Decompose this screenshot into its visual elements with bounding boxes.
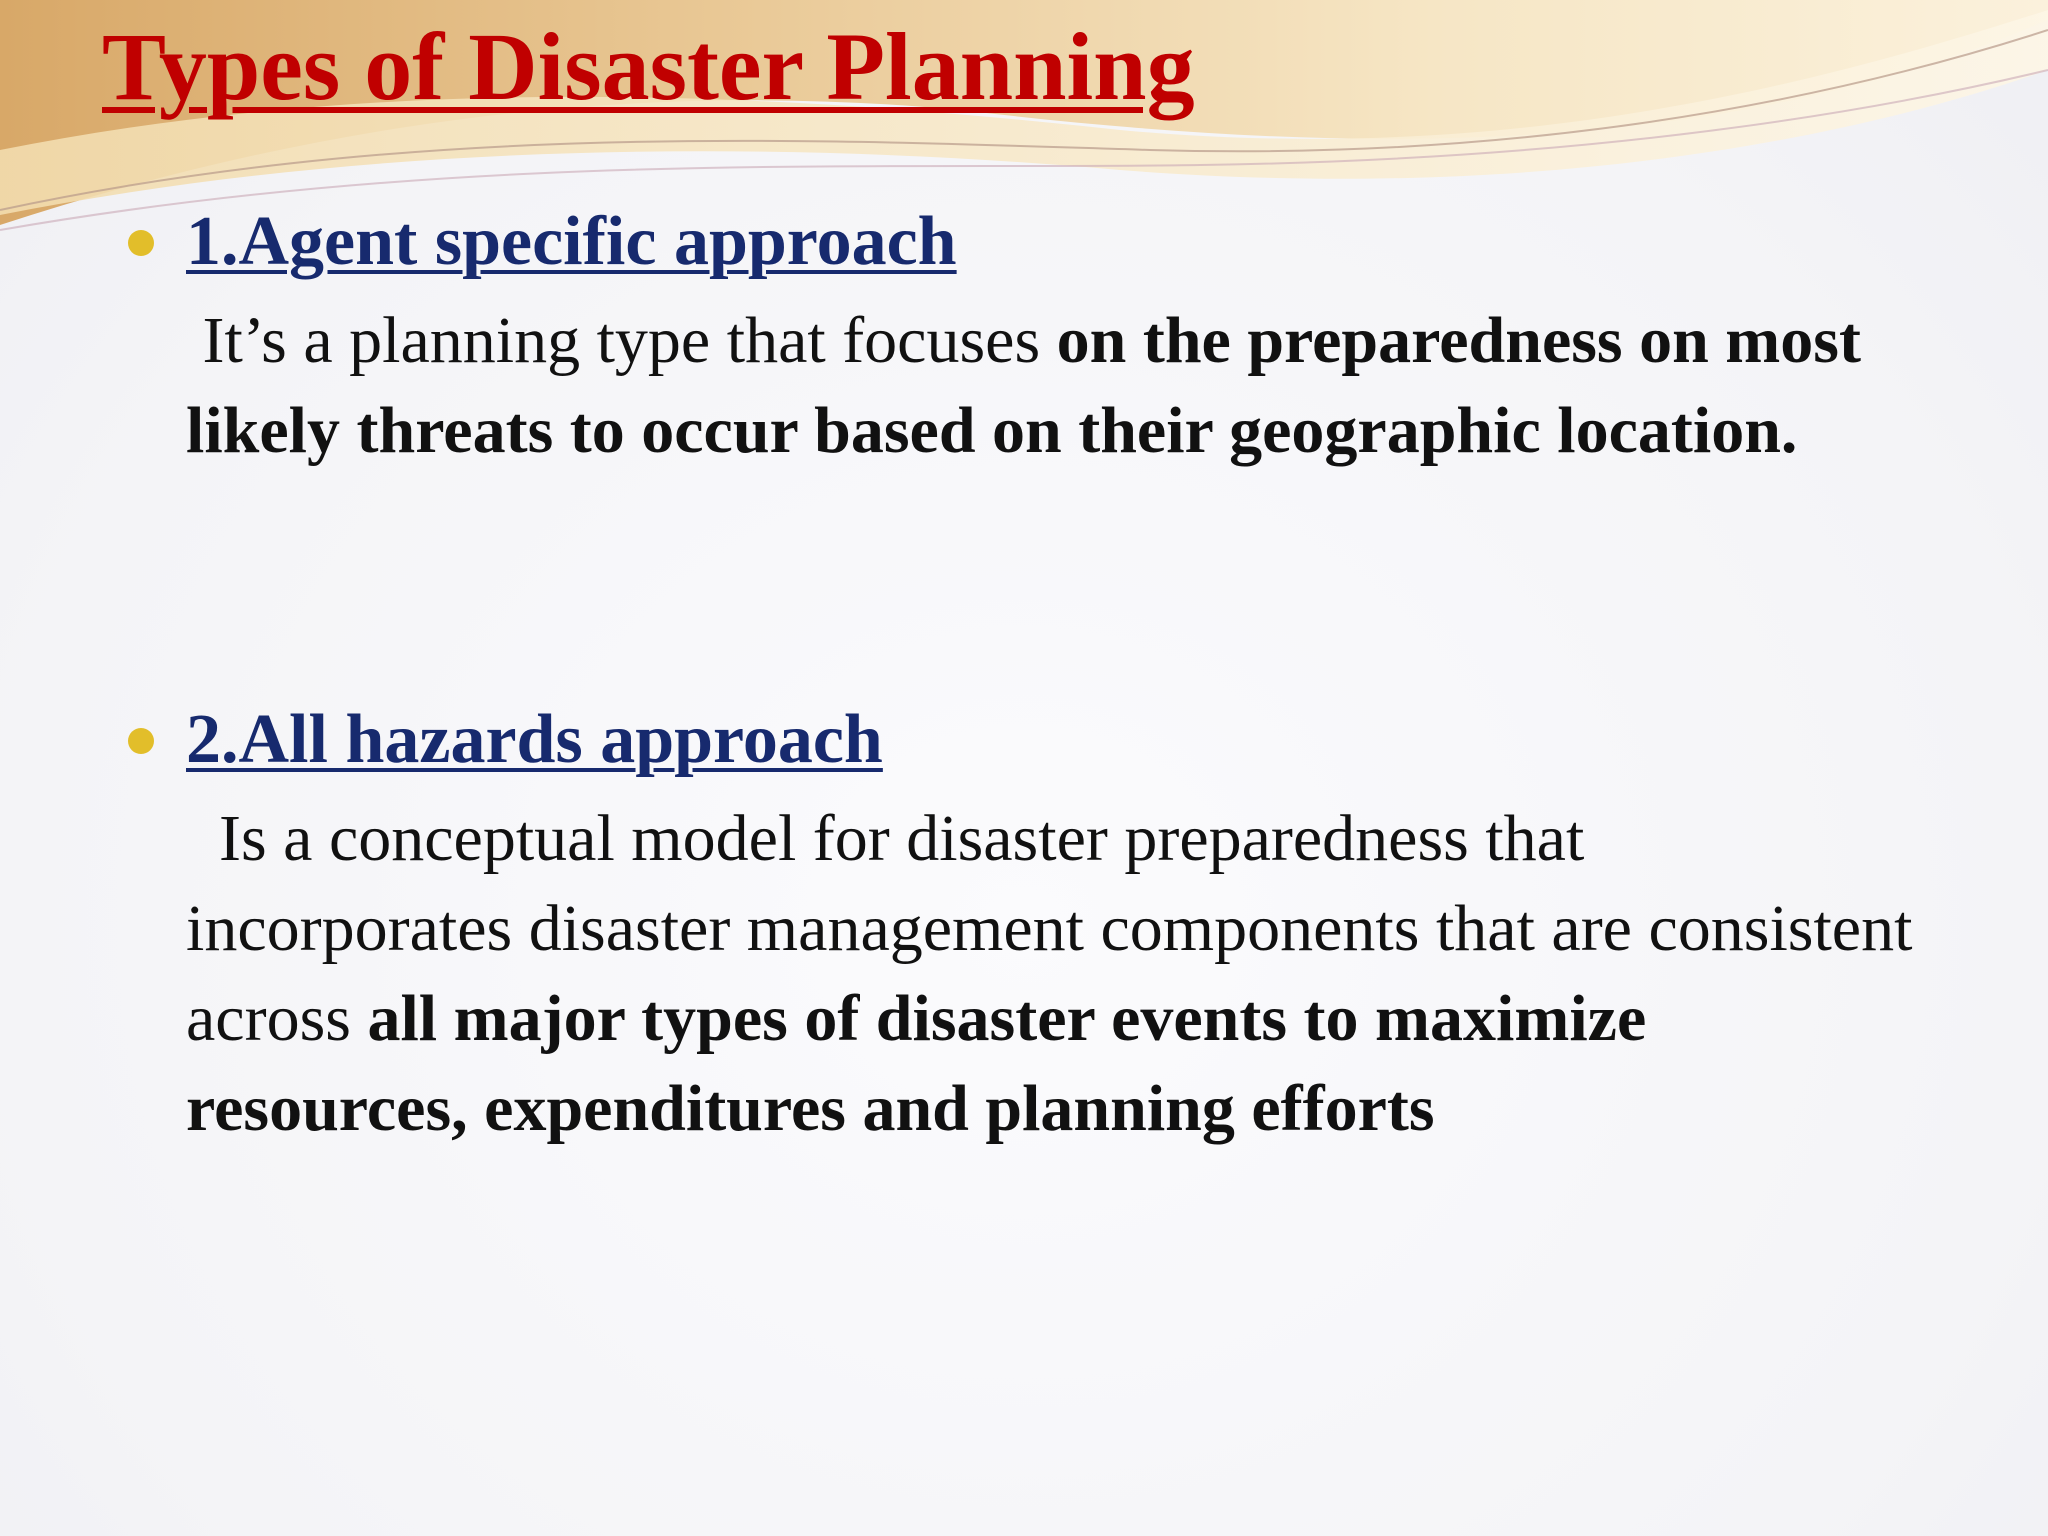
section-heading: 1.Agent specific approach: [186, 203, 957, 280]
body-text-plain: It’s a planning type that focuses: [202, 304, 1057, 377]
body-text-plain: Is a conceptual model for disaster preparedness that incorporates disaster management components that are consistent across: [186, 802, 1913, 1055]
bullet-dot-icon: [128, 728, 154, 754]
body-text-bold: all major types of disaster events to maximize resources, expenditures and planning efforts: [186, 982, 1647, 1145]
section-heading: 2.All hazards approach: [186, 701, 883, 778]
section-body: [186, 794, 1926, 1154]
section-agent-specific: [186, 200, 1926, 476]
bullet-dot-icon: [128, 230, 154, 256]
section-all-hazards: [186, 698, 1926, 1154]
section-body: [186, 296, 1926, 476]
body-text-bold: on the preparedness on most likely threats to occur based on their geographic location.: [186, 304, 1861, 467]
slide-title: Types of Disaster Planning: [102, 13, 1195, 120]
